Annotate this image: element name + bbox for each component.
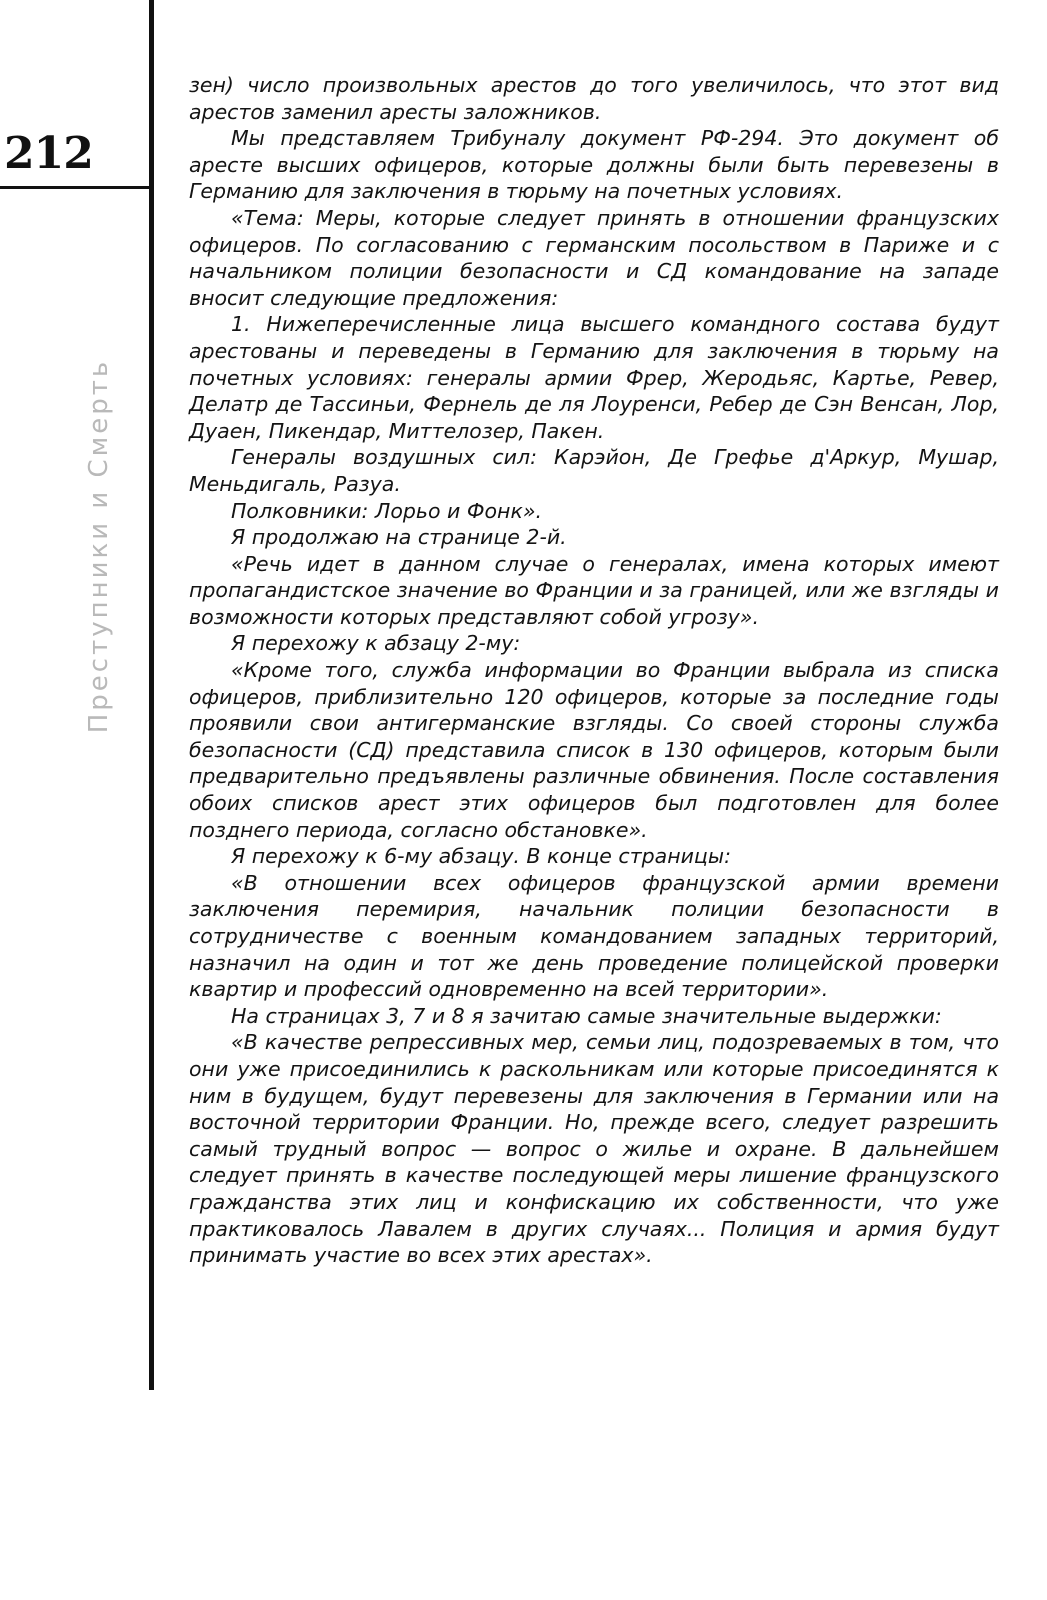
paragraph: «Тема: Меры, которые следует принять в отношении французских офицеров. По согласованию с германским посольством в Париже и с начальником полиции безопасности и СД командование на западе вносит следующие предложения:: [189, 205, 999, 310]
text-column: [189, 72, 999, 1269]
page-number-rule: [0, 186, 150, 189]
vertical-rule: [149, 0, 154, 1390]
paragraph: Генералы воздушных сил: Карэйон, Де Грефье д'Аркур, Мушар, Меньдигаль, Разуа.: [189, 445, 999, 496]
paragraph: зен) число произвольных арестов до того увеличилось, что этот вид арестов заменил аресты заложников.: [189, 73, 999, 124]
page-number: 212: [4, 128, 93, 179]
side-title: Преступники и Смерть: [84, 358, 114, 734]
paragraph: 1. Нижеперечисленные лица высшего командного состава будут арестованы и переведены в Германию для заключения в тюрьму на почетных условиях: генералы армии Фрер, Жеродьяс, Картье, Ревер, Делатр де Тассиньи, Фернель де ля Лоуренси, Ребер де Сэн Венсан, Лор, Дуаен, Пикендар, Миттелозер, Пакен.: [189, 312, 999, 443]
paragraph: «В отношении всех офицеров французской армии времени заключения перемирия, начальник полиции безопасности в сотрудничестве с военным командованием западных территорий, назначил на один и тот же день проведение полицейской проверки квартир и профессий одновременно на всей территории».: [189, 870, 999, 1002]
paragraph: «В качестве репрессивных мер, семьи лиц, подозреваемых в том, что они уже присоединились к раскольникам или которые присоединятся к ним в будущем, будут перевезены для заключения в Германии или на восточной территории Франции. Но, прежде всего, следует разрешить самый трудный вопрос — вопрос о жилье и охране. В дальнейшем следует принять в качестве последующей меры лишение французского гражданства этих лиц и конфискацию их собственности, что уже практиковалось Лавалем в других случаях... Полиция и армия будут принимать участие во всех этих арестах».: [189, 1030, 999, 1268]
paragraph: Мы представляем Трибуналу документ РФ-294. Это документ об аресте высших офицеров, которые должны были быть перевезены в Германию для заключения в тюрьму на почетных условиях.: [189, 126, 999, 204]
paragraph: Я перехожу к 6-му абзацу. В конце страницы:: [231, 844, 731, 869]
paragraph: «Кроме того, служба информации во Франции выбрала из списка офицеров, приблизительно 120 офицеров, которые за последние годы проявили свои антигерманские взгляды. Со своей стороны служба безопасности (СД) представила список в 130 офицеров, которым были предварительно предъявлены различные обвинения. После составления обоих списков арест этих офицеров был подготовлен для более позднего периода, согласно обстановке».: [189, 658, 999, 842]
paragraph: Я продолжаю на странице 2-й.: [231, 525, 567, 550]
paragraph: Я перехожу к абзацу 2-му:: [231, 631, 521, 656]
paragraph: «Речь идет в данном случае о генералах, имена которых имеют пропагандистское значение во Франции и за границей, или же взгляды и возможности которых представляют собой угрозу».: [189, 551, 999, 629]
paragraph: На страницах 3, 7 и 8 я зачитаю самые значительные выдержки:: [231, 1003, 942, 1028]
paragraph: Полковники: Лорьо и Фонк».: [231, 498, 543, 523]
